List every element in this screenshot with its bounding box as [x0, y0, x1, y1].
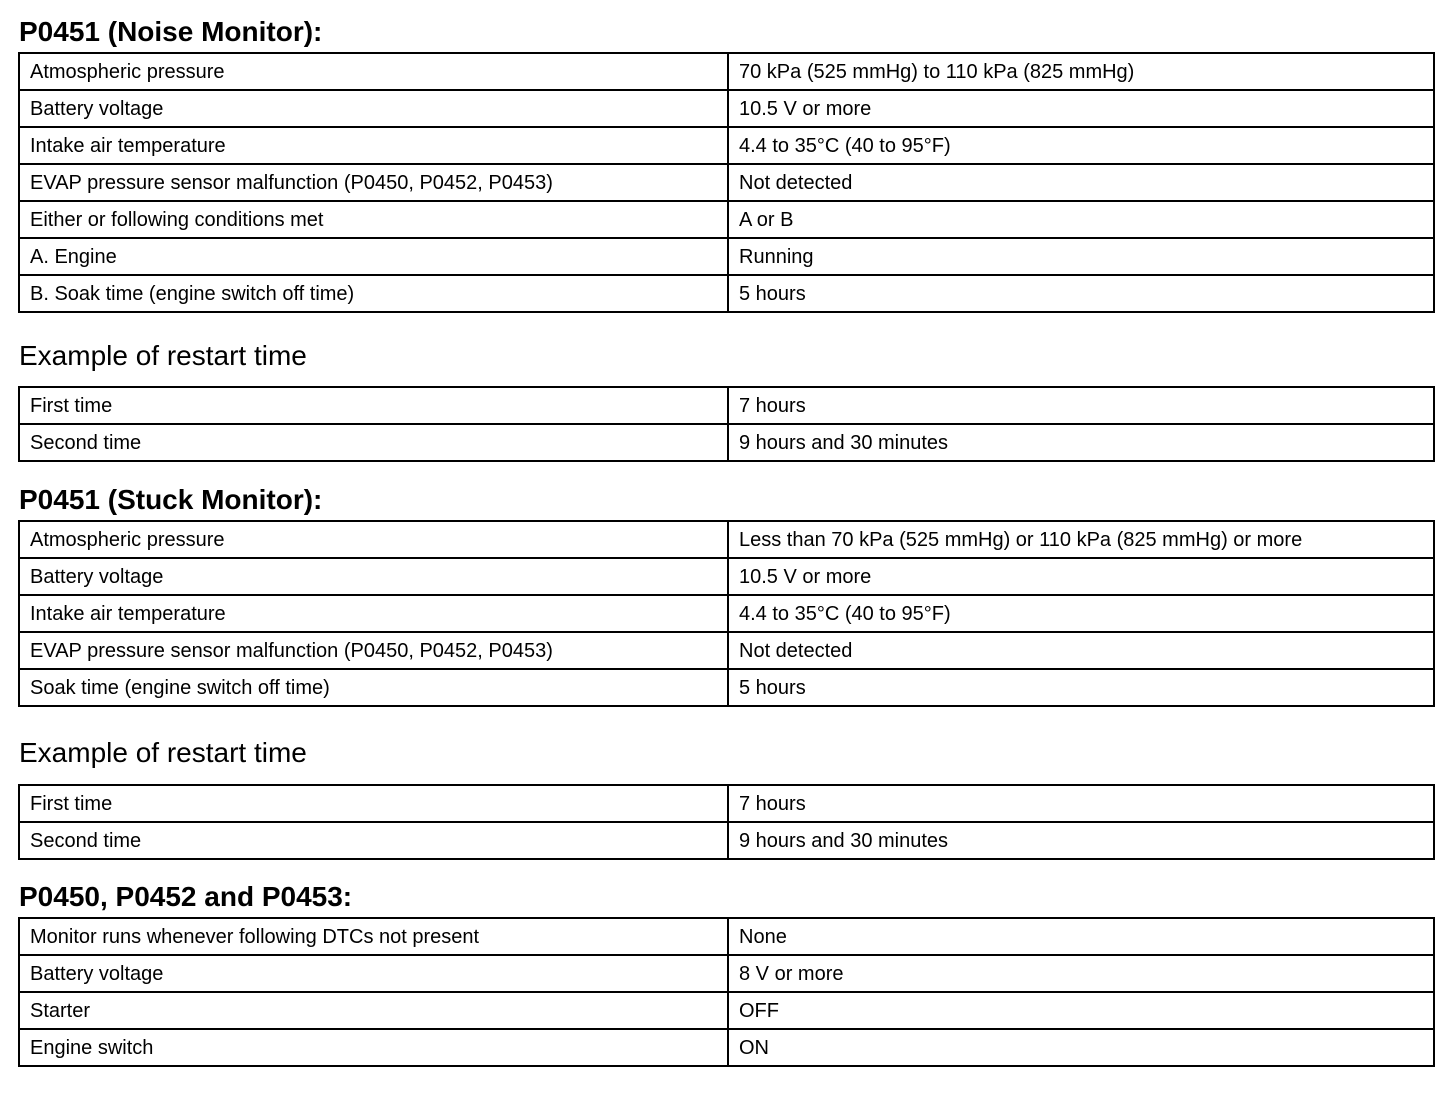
dtc-conditions-table [18, 917, 1435, 1067]
table-row [19, 822, 1434, 859]
condition-value: ON [728, 1029, 1434, 1066]
condition-value: 10.5 V or more [728, 90, 1434, 127]
table-row [19, 521, 1434, 558]
condition-value: OFF [728, 992, 1434, 1029]
condition-value: None [728, 918, 1434, 955]
condition-value: Not detected [728, 164, 1434, 201]
condition-label: Battery voltage [19, 558, 728, 595]
condition-label: Intake air temperature [19, 595, 728, 632]
condition-label: Battery voltage [19, 955, 728, 992]
condition-value: 10.5 V or more [728, 558, 1434, 595]
table-row [19, 387, 1434, 424]
stuck-monitor-restart-table [18, 784, 1435, 860]
restart-label: Second time [19, 424, 728, 461]
condition-value: Not detected [728, 632, 1434, 669]
restart-value: 7 hours [728, 387, 1434, 424]
table-row [19, 53, 1434, 90]
condition-label: Soak time (engine switch off time) [19, 669, 728, 706]
table-row [19, 424, 1434, 461]
restart-label: First time [19, 785, 728, 822]
condition-label: Atmospheric pressure [19, 521, 728, 558]
table-row [19, 992, 1434, 1029]
restart-time-heading: Example of restart time [19, 340, 307, 371]
condition-label: Starter [19, 992, 728, 1029]
condition-label: Battery voltage [19, 90, 728, 127]
noise-monitor-conditions-table [18, 52, 1435, 313]
condition-value: 5 hours [728, 669, 1434, 706]
condition-label: EVAP pressure sensor malfunction (P0450, P0452, P0453) [19, 164, 728, 201]
condition-label: Atmospheric pressure [19, 53, 728, 90]
condition-value: Running [728, 238, 1434, 275]
table-row [19, 558, 1434, 595]
condition-label: EVAP pressure sensor malfunction (P0450, P0452, P0453) [19, 632, 728, 669]
table-row [19, 238, 1434, 275]
condition-label: Either or following conditions met [19, 201, 728, 238]
condition-value: 4.4 to 35°C (40 to 95°F) [728, 595, 1434, 632]
noise-monitor-restart-table [18, 386, 1435, 462]
condition-label: A. Engine [19, 238, 728, 275]
table-row [19, 632, 1434, 669]
restart-value: 9 hours and 30 minutes [728, 424, 1434, 461]
table-row [19, 1029, 1434, 1066]
restart-label: Second time [19, 822, 728, 859]
condition-label: Engine switch [19, 1029, 728, 1066]
table-row [19, 201, 1434, 238]
section-heading-noise-monitor: P0451 (Noise Monitor): [19, 16, 323, 47]
restart-time-heading: Example of restart time [19, 737, 307, 768]
condition-value: A or B [728, 201, 1434, 238]
restart-value: 9 hours and 30 minutes [728, 822, 1434, 859]
table-row [19, 90, 1434, 127]
section-heading-stuck-monitor: P0451 (Stuck Monitor): [19, 484, 323, 515]
table-row [19, 955, 1434, 992]
condition-label: B. Soak time (engine switch off time) [19, 275, 728, 312]
condition-value: 8 V or more [728, 955, 1434, 992]
section-heading-p0450-p0452-p0453: P0450, P0452 and P0453: [19, 881, 353, 912]
stuck-monitor-conditions-table [18, 520, 1435, 707]
condition-value: 70 kPa (525 mmHg) to 110 kPa (825 mmHg) [728, 53, 1434, 90]
table-row [19, 918, 1434, 955]
table-row [19, 669, 1434, 706]
condition-value: 5 hours [728, 275, 1434, 312]
condition-value: Less than 70 kPa (525 mmHg) or 110 kPa (825 mmHg) or more [728, 521, 1434, 558]
table-row [19, 127, 1434, 164]
table-row [19, 785, 1434, 822]
table-row [19, 595, 1434, 632]
table-row [19, 275, 1434, 312]
restart-value: 7 hours [728, 785, 1434, 822]
condition-value: 4.4 to 35°C (40 to 95°F) [728, 127, 1434, 164]
table-row [19, 164, 1434, 201]
condition-label: Intake air temperature [19, 127, 728, 164]
condition-label: Monitor runs whenever following DTCs not present [19, 918, 728, 955]
restart-label: First time [19, 387, 728, 424]
